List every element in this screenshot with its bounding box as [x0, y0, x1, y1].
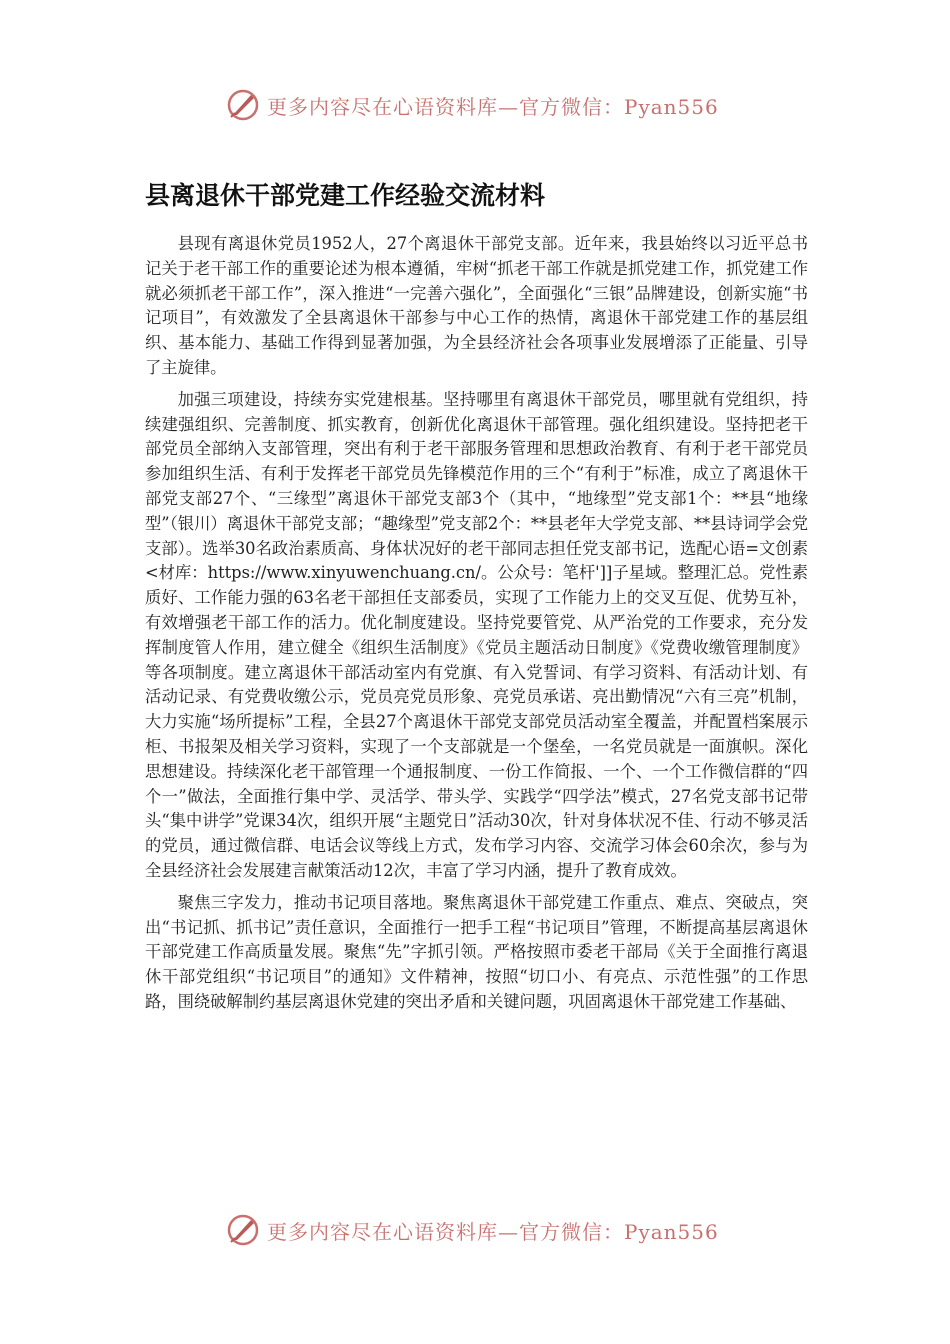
banner-text: 更多内容尽在心语资料库—官方微信：Pyan556 [267, 1219, 719, 1244]
paragraph-intro: 县现有离退休党员1952人，27个离退休干部党支部。近年来，我县始终以习近平总书记关于老干部工作的重要论述为根本遵循，牢树“抓老干部工作就是抓党建工作，抓党建工作就必须抓老干部工作”，深入推进“一完善六强化”，全面强化“三银”品牌建设，创新实施“书记项目”，有效激发了全县离退休干部参与中心工作的热情，离退休干部党建工作的基层组织、基本能力、基础工作得到显著加强，为全县经济社会各项事业发展增添了正能量、引导了主旋律。 [145, 234, 808, 377]
quill-logo-icon [225, 1212, 261, 1248]
footer-banner [225, 1210, 745, 1250]
paragraph-three-constructions: 加强三项建设，持续夯实党建根基。坚持哪里有离退休干部党员，哪里就有党组织，持续建强组织、完善制度、抓实教育，创新优化离退休干部管理。强化组织建设。坚持把老干部党员全部纳入支部管理，突出有利于老干部服务管理和思想政治教育、有利于老干部党员参加组织生活、有利于发挥老干部党员先锋模范作用的三个“有利于”标准，成立了离退休干部党支部27个、“三缘型”离退休干部党支部3个（其中，“地缘型”党支部1个：**县“地缘型”（银川）离退休干部党支部；“趣缘型”党支部2个：**县老年大学党支部、**县诗词学会党支部）。选举30名政治素质高、身体状况好的老干部同志担任党支部书记，选配心语=文创素<材库：https://www.xinyuwenchuang.cn/。公众号：笔杆']]子星域。整理汇总。党性素质好、工作能力强的63名老干部担任支部委员，实现了工作能力上的交叉互促、优势互补，有效增强老干部工作的活力。优化制度建设。坚持党要管党、从严治党的工作要求，充分发挥制度管人作用，建立健全《组织生活制度》《党员主题活动日制度》《党费收缴管理制度》等各项制度。建立离退休干部活动室内有党旗、有入党誓词、有学习资料、有活动计划、有活动记录、有党费收缴公示，党员亮党员形象、亮党员承诺、亮出勤情况“六有三亮”机制，大力实施“场所提标”工程，全县27个离退休干部党支部党员活动室全覆盖，并配置档案展示柜、书报架及相关学习资料，实现了一个支部就是一个堡垒，一名党员就是一面旗帜。深化思想建设。持续深化老干部管理一个通报制度、一份工作简报、一个、一个工作微信群的“四个一”做法，全面推行集中学、灵活学、带头学、实践学“四学法”模式，27名党支部书记带头“集中讲学”党课34次，组织开展“主题党日”活动30次，针对身体状况不佳、行动不够灵活的党员，通过微信群、电话会议等线上方式，发布学习内容、交流学习体会60余次，参与为全县经济社会发展建言献策活动12次，丰富了学习内涵，提升了教育成效。 [145, 389, 808, 880]
paragraph-secretary-projects: 聚焦三字发力，推动书记项目落地。聚焦离退休干部党建工作重点、难点、突破点，突出“书记抓、抓书记”责任意识，全面推行一把手工程“书记项目”管理，不断提高基层离退休干部党建工作高质量发展。聚焦“先”字抓引领。严格按照市委老干部局《关于全面推行离退休干部党组织“书记项目”的通知》文件精神，按照“切口小、有亮点、示范性强”的工作思路，围绕破解制约基层离退休党建的突出矛盾和关键问题，巩固离退休干部党建工作基础、 [145, 892, 808, 1011]
banner-text: 更多内容尽在心语资料库—官方微信：Pyan556 [267, 94, 719, 119]
quill-logo-icon [225, 87, 261, 123]
header-banner [225, 85, 745, 125]
document-body [145, 232, 808, 1022]
document-title: 县离退休干部党建工作经验交流材料 [145, 181, 546, 210]
